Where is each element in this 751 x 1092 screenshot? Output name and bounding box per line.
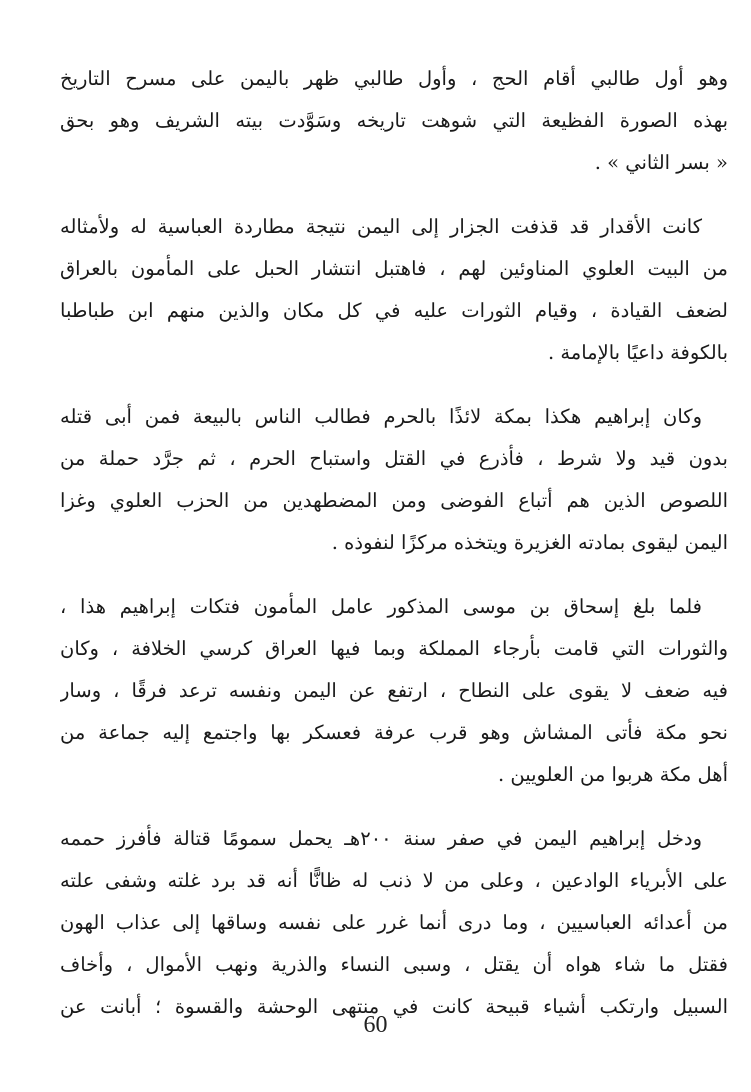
page-body bbox=[60, 58, 728, 1050]
text-line: نحو مكة فأتى المشاش وهو قرب عرفة فعسكر بها واجتمع إليه جماعة من bbox=[60, 721, 728, 744]
paragraph-5 bbox=[60, 818, 728, 1028]
text-line: اللصوص الذين هم أتباع الفوضى ومن المضطهدين من الحزب العلوي وغزا bbox=[60, 489, 728, 512]
text-line: والثورات التي قامت بأرجاء المملكة وبما فيها العراق كرسي الخلافة ، وكان bbox=[60, 637, 728, 660]
paragraph-2 bbox=[60, 206, 728, 374]
page-number: 60 bbox=[363, 1012, 388, 1038]
paragraph-3 bbox=[60, 396, 728, 564]
text-line: بالكوفة داعيًا بالإمامة . bbox=[547, 341, 728, 364]
text-line: كانت الأقدار قد قذفت الجزار إلى اليمن نتيجة مطاردة العباسية له ولأمثاله bbox=[60, 215, 702, 238]
text-line: بدون قيد ولا شرط ، فأذرع في القتل واستباح الحرم ، ثم جرَّد حملة من bbox=[60, 447, 728, 470]
text-line: وهو أول طالبي أقام الحج ، وأول طالبي ظهر باليمن على مسرح التاريخ bbox=[60, 67, 728, 90]
text-line: اليمن ليقوى بمادته الغزيرة ويتخذه مركزًا لنفوذه . bbox=[331, 531, 728, 554]
paragraph-1 bbox=[60, 58, 728, 184]
text-line: فيه ضعف لا يقوى على النطاح ، ارتفع عن اليمن ونفسه ترعد فرقًا ، وسار bbox=[60, 679, 728, 702]
text-line: من البيت العلوي المناوئين لهم ، فاهتبل انتشار الحبل على المأمون بالعراق bbox=[60, 257, 728, 280]
text-line: أهل مكة هربوا من العلويين . bbox=[497, 763, 728, 786]
text-line: فلما بلغ إسحاق بن موسى المذكور عامل المأمون فتكات إبراهيم هذا ، bbox=[60, 595, 702, 618]
text-line: لضعف القيادة ، وقيام الثورات عليه في كل مكان والذين منهم ابن طباطبا bbox=[60, 299, 728, 322]
text-line: « بسر الثاني » . bbox=[594, 151, 728, 174]
text-line: من أعدائه العباسيين ، وما درى أنما غرر على نفسه وساقها إلى عذاب الهون bbox=[60, 911, 728, 934]
text-line: السبيل وارتكب أشياء قبيحة كانت في منتهى الوحشة والقسوة ؛ أبانت عن bbox=[60, 995, 728, 1018]
text-line: ودخل إبراهيم اليمن في صفر سنة ٢٠٠هـ يحمل سمومًا قتالة فأفرز حممه bbox=[60, 827, 702, 850]
text-line: بهذه الصورة الفظيعة التي شوهت تاريخه وسَوَّدت بيته الشريف وهو بحق bbox=[60, 109, 728, 132]
text-line: وكان إبراهيم هكذا بمكة لائذًا بالحرم فطالب الناس بالبيعة فمن أبى قتله bbox=[60, 405, 702, 428]
text-line: فقتل ما شاء هواه أن يقتل ، وسبى النساء والذرية ونهب الأموال ، وأخاف bbox=[60, 953, 728, 976]
text-line: على الأبرياء الوادعين ، وعلى من لا ذنب له ظانًّا أنه قد برد غلته وشفى علته bbox=[60, 869, 728, 892]
paragraph-4 bbox=[60, 586, 728, 796]
